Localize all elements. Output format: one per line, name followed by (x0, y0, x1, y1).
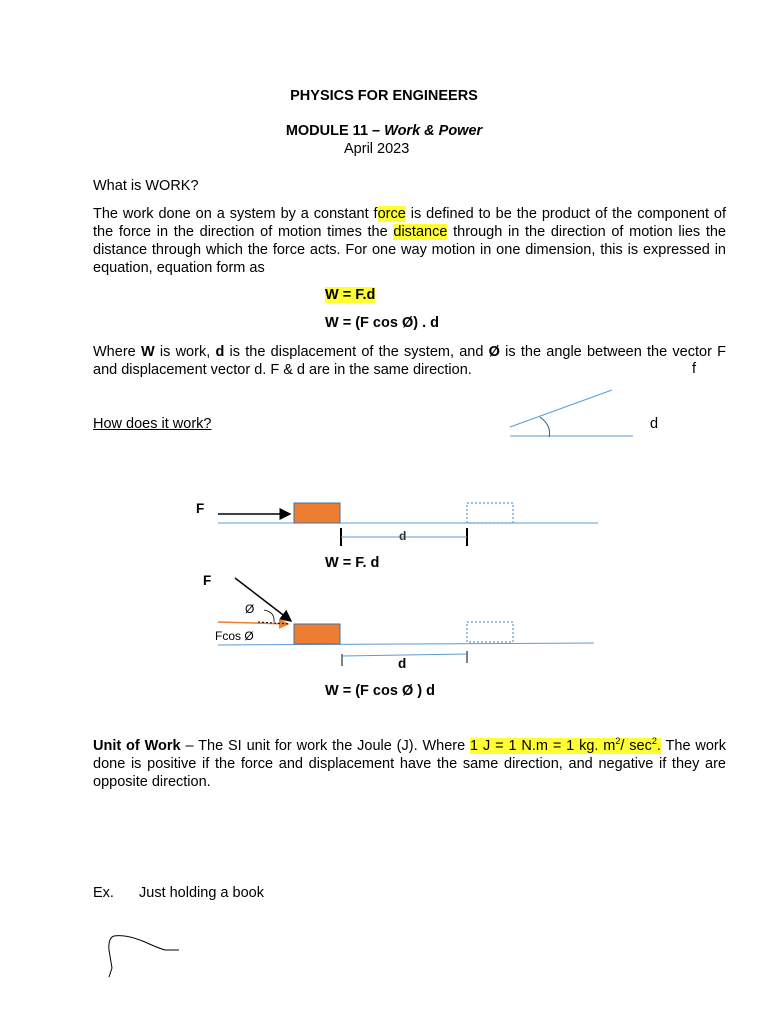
diagram2-component-label: Fcos Ø (215, 629, 254, 643)
module-prefix: MODULE 11 – (285, 123, 385, 139)
unit-of-work-paragraph (93, 737, 726, 791)
diagram-angled-force (218, 578, 594, 666)
equation-work-basic: W = F.d (325, 287, 376, 303)
unit-eq-part3: . (656, 738, 661, 754)
unit-heading: Unit of Work (93, 738, 181, 754)
example-text: Just holding a book (139, 885, 264, 901)
question-how-does-it-work: How does it work? (93, 416, 212, 432)
angle-arc-2 (264, 610, 274, 622)
unit-highlight (470, 738, 661, 754)
question-what-is-work: What is WORK? (93, 178, 199, 194)
intro-text-1: The work done on a system by a constant f (93, 206, 378, 222)
force-vector-line (510, 390, 612, 427)
highlight-force: orce (377, 206, 406, 222)
block-end-1 (467, 503, 513, 523)
diagram2-angle-label: Ø (245, 602, 255, 616)
unit-sup-1: 2 (615, 736, 621, 747)
angle-diagram-d-label: d (650, 416, 659, 432)
unit-sup-2: 2 (651, 736, 657, 747)
document-date: April 2023 (344, 141, 410, 157)
unit-eq-part2: / sec (620, 738, 652, 754)
unit-text-2: The work done is positive if the force and displacement have the same direction, and negative if they are opposite direction. (93, 738, 726, 790)
equation-work-angle: W = (F cos Ø) . d (325, 315, 439, 331)
angle-arc (540, 417, 550, 437)
unit-text-1: – The SI unit for work the Joule (J). Where (180, 738, 471, 754)
example-label: Ex. (93, 885, 114, 901)
unit-eq-part1: 1 J = 1 N.m = 1 kg. m (470, 738, 616, 754)
intro-text-3: through in the direction of motion lies the distance through which the force acts. For one way motion in one dimension, this is expressed in equation, equation form as (93, 224, 726, 276)
diagram2-force-label: F (203, 573, 212, 588)
diagram1-formula: W = F. d (325, 555, 380, 571)
where-text-2: is work, (154, 344, 216, 360)
diagram2-disp-label: d (398, 656, 407, 671)
highlight-distance: distance (393, 224, 448, 240)
force-arrow-2 (235, 578, 291, 621)
where-text-4: is the angle between the vector F and displacement vector d. F & d are in the same direction. (93, 344, 726, 378)
document-title: PHYSICS FOR ENGINEERS (290, 88, 478, 104)
block-end-2 (467, 622, 513, 642)
component-arrow (218, 622, 288, 624)
intro-text-2: is defined to be the product of the component of the force in the direction of motion times the (93, 206, 727, 240)
diagram1-disp-label: d (399, 529, 407, 543)
symbol-w: W (140, 344, 155, 360)
block-start-1 (294, 503, 340, 523)
diagram-straight-force (218, 503, 598, 546)
angle-diagram-f-label: f (692, 361, 697, 377)
book-sketch (109, 936, 179, 977)
ground-line-2 (218, 643, 594, 645)
block-start-2 (294, 624, 340, 644)
module-topic: Work & Power (384, 123, 483, 139)
where-text-3: is the displacement of the system, and (224, 344, 489, 360)
where-text-1: Where (93, 344, 141, 360)
diagram2-formula: W = (F cos Ø ) d (325, 683, 435, 699)
symbol-d: d (215, 344, 225, 360)
angle-diagram (510, 390, 633, 437)
symbol-theta: Ø (488, 344, 500, 360)
diagram1-force-label: F (196, 501, 205, 516)
